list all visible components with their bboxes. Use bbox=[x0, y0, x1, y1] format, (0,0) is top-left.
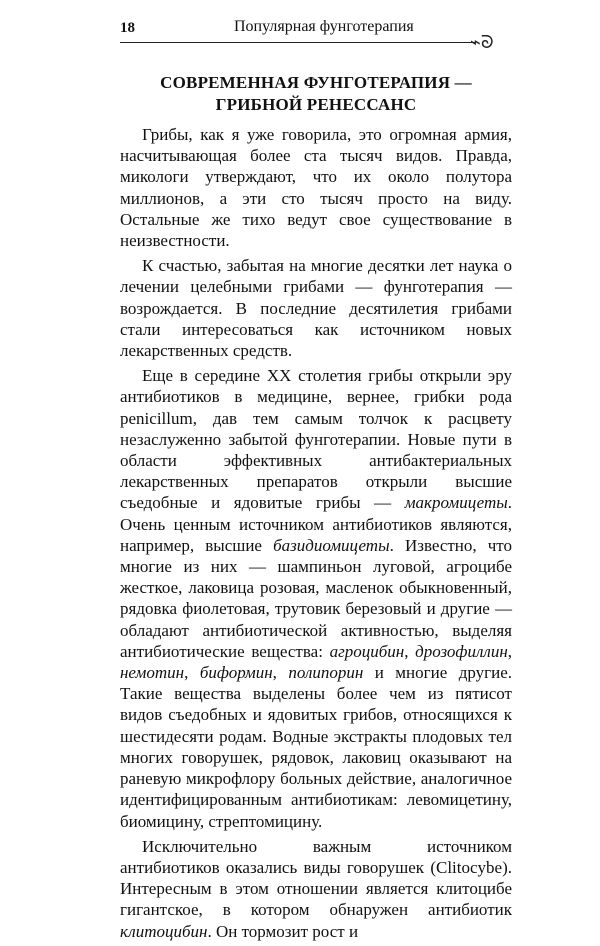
term-basidiomycetes: базидиомицеты bbox=[273, 535, 390, 555]
term-drosophyllin: дрозофиллин bbox=[415, 641, 508, 661]
running-title: Популярная фунготерапия bbox=[234, 18, 414, 35]
paragraph-4-text-a: Исключительно важным источником антибиотиков оказались виды говорушек (Clitocybe). Интересным в этом отношении является клитоцибе гигантское, в котором обнаружен антибиотик bbox=[120, 836, 512, 920]
paragraph-3-text-c: . Очень ценным источником антибиотиков являются, например, высшие bbox=[120, 493, 512, 555]
paragraph-3-text-a: Еще в середине XX столетия грибы открыли эру антибиотиков в медицине, вернее, грибки рода penicillum, дав тем самым толчок к расцвету незаслуженно забытой фунготерапии. Новые пути в области эффективных антибактериальных лекарственных препаратов открыли высшие съедобные и ядовитые грибы — bbox=[120, 366, 512, 513]
paragraph-2-text: К счастью, забытая на многие десятки лет наука о лечении целебными грибами — фунготерапия — возрождается. В последние десятилетия грибами стали интересоваться как источником новых лекарственных средств. bbox=[120, 256, 512, 361]
term-agrocybin: агроцибин bbox=[329, 641, 405, 661]
term-clitocybin: клитоцибин bbox=[120, 921, 208, 941]
term-biformin: биформин bbox=[199, 663, 273, 683]
separator: , bbox=[272, 663, 289, 683]
ornament-icon: ⌁ᘐ bbox=[470, 32, 494, 52]
paragraph-3 bbox=[120, 365, 512, 831]
page-header bbox=[120, 14, 512, 40]
paragraph-1-text: Грибы, как я уже говорила, это огромная армия, насчитывающая более ста тысяч видов. Правда, микологи утверждают, что их около полутора миллионов, а эти сто тысяч просто на виду. Остальные же тихо ведут свое существование в неизвестности. bbox=[120, 125, 512, 251]
header-rule bbox=[120, 42, 476, 43]
paragraph-1 bbox=[120, 124, 512, 251]
separator: , bbox=[404, 641, 416, 661]
separator: , bbox=[184, 663, 200, 683]
paragraph-3-text-o: и многие другие. Такие вещества выделены более чем из пятисот видов съедобных и ядовитых грибов, относящихся к шестидесяти родам. Водные экстракты плодовых тел многих говорушек, рядовок, лаковиц оказывают на раневую микрофлору больных действие, аналогичное идентифицированным антибиотикам: левомицетину, биомицину, стрептомицину. bbox=[120, 663, 513, 831]
chapter-title-line-2: ГРИБНОЙ РЕНЕССАНС bbox=[215, 95, 417, 114]
term-nemotin: немотин bbox=[120, 663, 185, 683]
chapter-title bbox=[120, 72, 512, 116]
term-polyporin: полипорин bbox=[288, 663, 364, 683]
paragraph-3-text-e: . Известно, что многие из них — шампиньон луговой, агроцибе жесткое, лаковица розовая, масленок обыкновенный, рядовка фиолетовая, трутовик березовый и другие — обладают антибиотической активностью, выделяя антибиотические вещества: bbox=[120, 535, 512, 661]
paragraph-2 bbox=[120, 255, 512, 361]
body-text bbox=[120, 124, 512, 946]
paragraph-4-text-c: . Он тормозит рост и bbox=[207, 921, 359, 941]
paragraph-4 bbox=[120, 836, 512, 942]
page-number: 18 bbox=[120, 20, 135, 36]
chapter-title-line-1: СОВРЕМЕННАЯ ФУНГОТЕРАПИЯ — bbox=[160, 73, 472, 92]
separator: , bbox=[507, 641, 513, 661]
term-macromycetes: макромицеты bbox=[404, 493, 508, 513]
